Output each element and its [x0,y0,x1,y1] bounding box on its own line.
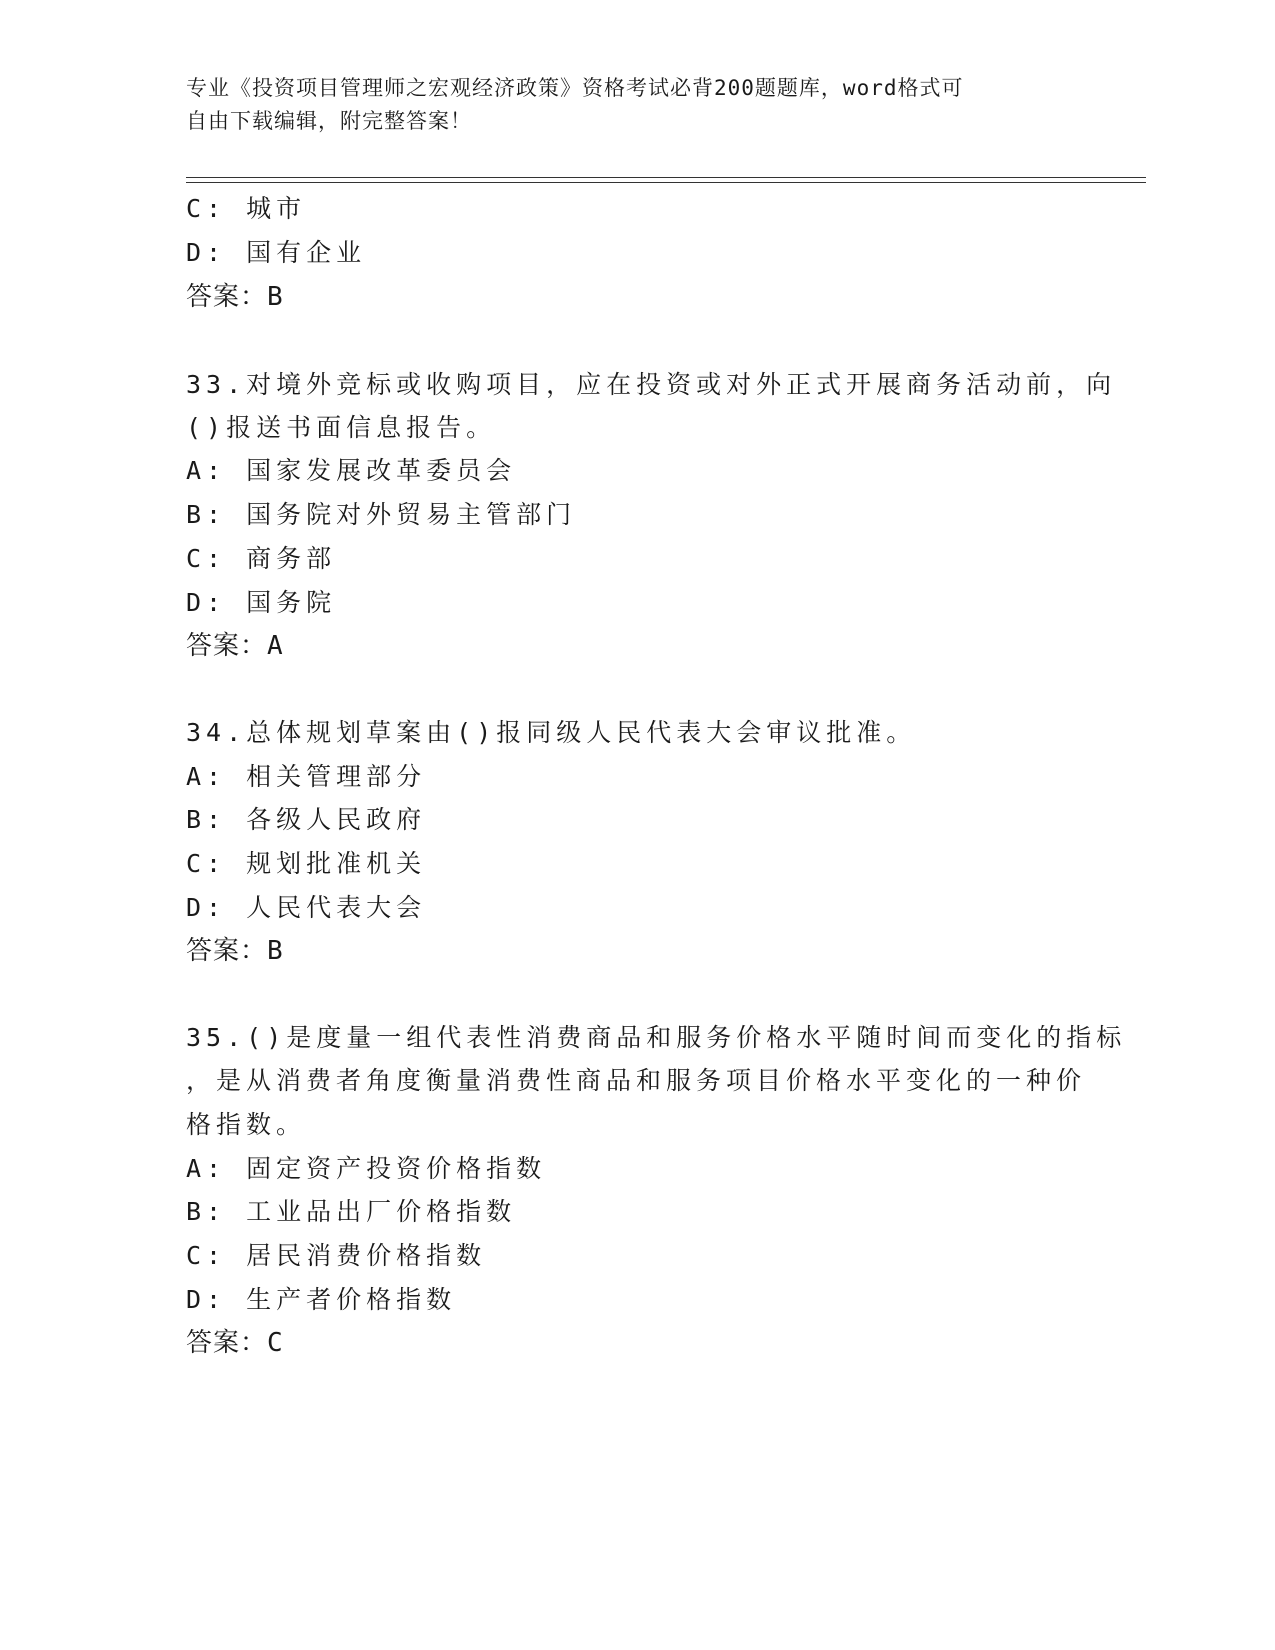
q33-option-b: B: 国务院对外贸易主管部门 [186,500,577,529]
q35-option-b: B: 工业品出厂价格指数 [186,1197,517,1226]
prev-option-c: C: 城市 [186,194,307,223]
answer-label: 答案： [186,936,268,966]
answer-label: 答案： [186,631,268,661]
answer-value: C [267,1328,284,1358]
header-line-2: 自由下载编辑，附完整答案！ [186,109,472,133]
q35-stem-line-3: 格指数。 [186,1110,307,1139]
q35-stem-line-1: 35.()是度量一组代表性消费商品和服务价格水平随时间而变化的指标 [186,1023,1127,1052]
header-line-1: 专业《投资项目管理师之宏观经济政策》资格考试必背200题题库，word格式可 [186,76,964,100]
q34-stem-line-1: 34.总体规划草案由()报同级人民代表大会审议批准。 [186,718,917,747]
q35-stem-line-2: ，是从消费者角度衡量消费性商品和服务项目价格水平变化的一种价 [186,1066,1087,1095]
header-divider-top [186,177,1146,178]
q33-option-c: C: 商务部 [186,544,337,573]
q34-option-b: B: 各级人民政府 [186,805,427,834]
q33-answer [186,630,284,662]
header-divider-bottom [186,182,1146,183]
answer-label: 答案： [186,282,268,312]
q34-option-a: A: 相关管理部分 [186,762,427,791]
prev-option-d: D: 国有企业 [186,238,367,267]
document-header [186,72,1086,138]
q34-option-d: D: 人民代表大会 [186,893,427,922]
q35-option-d: D: 生产者价格指数 [186,1285,457,1314]
q35-option-c: C: 居民消费价格指数 [186,1241,487,1270]
q33-option-d: D: 国务院 [186,588,337,617]
prev-answer [186,281,284,313]
answer-value: B [267,282,284,312]
q35-option-a: A: 固定资产投资价格指数 [186,1154,547,1183]
q33-stem-line-2: ()报送书面信息报告。 [186,413,497,442]
answer-value: B [267,936,284,966]
q33-option-a: A: 国家发展改革委员会 [186,456,517,485]
answer-value: A [267,631,284,661]
q34-answer [186,935,284,967]
q33-stem-line-1: 33.对境外竞标或收购项目，应在投资或对外正式开展商务活动前，向 [186,370,1117,399]
q35-answer [186,1327,284,1359]
answer-label: 答案： [186,1328,268,1358]
q34-option-c: C: 规划批准机关 [186,849,427,878]
